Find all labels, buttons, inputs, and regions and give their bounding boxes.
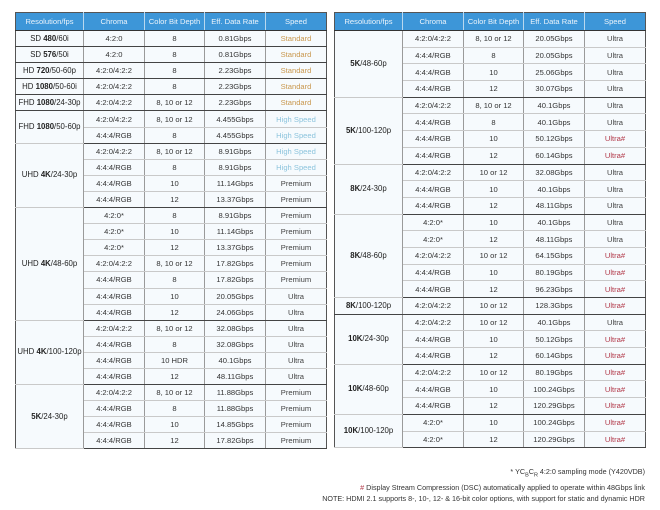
- resolution-cell: HD 720/50-60p: [16, 63, 84, 79]
- speed-cell: Premium: [266, 417, 327, 433]
- resolution-cell: SD 576/50i: [16, 47, 84, 63]
- speed-cell: High Speed: [266, 111, 327, 127]
- bit-depth-cell: 10: [464, 64, 524, 81]
- chroma-cell: 4:4:4/RGB: [403, 348, 464, 365]
- speed-cell: Premium: [266, 191, 327, 207]
- data-rate-cell: 17.82Gbps: [205, 256, 266, 272]
- resolution-cell: 8K/100-120p: [335, 298, 403, 315]
- table-row: [335, 414, 646, 431]
- chroma-cell: 4:4:4/RGB: [84, 417, 145, 433]
- chroma-cell: 4:4:4/RGB: [84, 288, 145, 304]
- data-rate-cell: 40.1Gbps: [524, 114, 585, 131]
- bit-depth-cell: 8: [145, 159, 205, 175]
- data-rate-cell: 25.06Gbps: [524, 64, 585, 81]
- bit-depth-cell: 10: [464, 331, 524, 348]
- chroma-cell: 4:2:0/4:2:2: [403, 164, 464, 181]
- data-rate-cell: 80.19Gbps: [524, 364, 585, 381]
- table-row: [16, 208, 327, 224]
- table-row: [16, 143, 327, 159]
- data-rate-cell: 40.1Gbps: [205, 352, 266, 368]
- speed-cell: Ultra: [585, 64, 646, 81]
- chroma-cell: 4:4:4/RGB: [84, 175, 145, 191]
- table-row: [16, 320, 327, 336]
- table-row: [16, 95, 327, 111]
- table-row: [335, 364, 646, 381]
- speed-cell: Ultra: [266, 288, 327, 304]
- chroma-cell: 4:2:0/4:2:2: [403, 298, 464, 315]
- table-row: [335, 298, 646, 315]
- header-speed: Speed: [585, 13, 646, 31]
- bit-depth-cell: 8: [145, 336, 205, 352]
- bit-depth-cell: 12: [464, 147, 524, 164]
- speed-cell: Ultra#: [585, 431, 646, 448]
- chroma-cell: 4:2:0/4:2:2: [84, 111, 145, 127]
- speed-cell: Ultra: [585, 197, 646, 214]
- bit-depth-cell: 10: [464, 414, 524, 431]
- chroma-cell: 4:4:4/RGB: [403, 281, 464, 298]
- data-rate-cell: 80.19Gbps: [524, 264, 585, 281]
- data-rate-cell: 60.14Gbps: [524, 348, 585, 365]
- table-row: [16, 111, 327, 127]
- bit-depth-cell: 12: [464, 197, 524, 214]
- data-rate-cell: 20.05Gbps: [205, 288, 266, 304]
- chroma-cell: 4:4:4/RGB: [84, 127, 145, 143]
- bit-depth-cell: 10: [464, 181, 524, 198]
- bit-depth-cell: 12: [145, 240, 205, 256]
- bit-depth-cell: 8: [145, 401, 205, 417]
- table-row: [16, 47, 327, 63]
- speed-cell: Standard: [266, 63, 327, 79]
- speed-cell: Premium: [266, 272, 327, 288]
- chroma-cell: 4:2:0/4:2:2: [403, 247, 464, 264]
- footnote-star: * $YC_BC_R$ 4:2:0 sampling mode (Y420VDB): [510, 467, 645, 479]
- bit-depth-cell: 10 or 12: [464, 247, 524, 264]
- speed-cell: Ultra#: [585, 414, 646, 431]
- bit-depth-cell: 8: [145, 79, 205, 95]
- data-rate-cell: 40.1Gbps: [524, 214, 585, 231]
- chroma-cell: 4:4:4/RGB: [84, 191, 145, 207]
- speed-cell: Ultra: [585, 214, 646, 231]
- data-rate-cell: 48.11Gbps: [205, 368, 266, 384]
- header-chroma: Chroma: [403, 13, 464, 31]
- bit-depth-cell: 12: [464, 81, 524, 98]
- bit-depth-cell: 10: [145, 288, 205, 304]
- bit-depth-cell: 8: [464, 47, 524, 64]
- data-rate-cell: 64.15Gbps: [524, 247, 585, 264]
- data-rate-cell: 4.455Gbps: [205, 111, 266, 127]
- speed-cell: Standard: [266, 79, 327, 95]
- bit-depth-cell: 12: [464, 231, 524, 248]
- speed-cell: Ultra#: [585, 147, 646, 164]
- bit-depth-cell: 8, 10 or 12: [145, 385, 205, 401]
- bit-depth-cell: 8, 10 or 12: [145, 256, 205, 272]
- hdmi-spec-table-left: [15, 12, 327, 449]
- resolution-cell: UHD 4K/100-120p: [16, 320, 84, 384]
- bit-depth-cell: 10: [145, 175, 205, 191]
- chroma-cell: 4:2:0/4:2:2: [403, 364, 464, 381]
- speed-cell: Ultra: [585, 97, 646, 114]
- footnote-note: NOTE: HDMI 2.1 supports 8-, 10-, 12- & 16-bit color options, with support for static and dynamic HDR: [322, 494, 645, 504]
- resolution-cell: SD 480/60i: [16, 31, 84, 47]
- speed-cell: Standard: [266, 31, 327, 47]
- data-rate-cell: 24.06Gbps: [205, 304, 266, 320]
- bit-depth-cell: 10: [464, 214, 524, 231]
- data-rate-cell: 32.08Gbps: [524, 164, 585, 181]
- speed-cell: Ultra: [266, 368, 327, 384]
- header-data-rate: Eff. Data Rate: [524, 13, 585, 31]
- header-bit-depth: Color Bit Depth: [464, 13, 524, 31]
- data-rate-cell: 13.37Gbps: [205, 191, 266, 207]
- speed-cell: Premium: [266, 401, 327, 417]
- speed-cell: Ultra#: [585, 398, 646, 415]
- chroma-cell: 4:2:0*: [403, 414, 464, 431]
- bit-depth-cell: 10: [464, 264, 524, 281]
- chroma-cell: 4:2:0*: [84, 224, 145, 240]
- chroma-cell: 4:4:4/RGB: [403, 264, 464, 281]
- chroma-cell: 4:2:0/4:2:2: [403, 31, 464, 48]
- bit-depth-cell: 12: [464, 431, 524, 448]
- data-rate-cell: 20.05Gbps: [524, 31, 585, 48]
- chroma-cell: 4:2:0/4:2:2: [84, 95, 145, 111]
- chroma-cell: 4:4:4/RGB: [403, 331, 464, 348]
- bit-depth-cell: 10: [464, 381, 524, 398]
- data-rate-cell: 14.85Gbps: [205, 417, 266, 433]
- bit-depth-cell: 8, 10 or 12: [145, 320, 205, 336]
- data-rate-cell: 17.82Gbps: [205, 272, 266, 288]
- chroma-cell: 4:2:0/4:2:2: [84, 143, 145, 159]
- data-rate-cell: 30.07Gbps: [524, 81, 585, 98]
- bit-depth-cell: 12: [145, 433, 205, 449]
- chroma-cell: 4:4:4/RGB: [403, 381, 464, 398]
- bit-depth-cell: 10: [464, 131, 524, 148]
- speed-cell: High Speed: [266, 159, 327, 175]
- bit-depth-cell: 8: [145, 31, 205, 47]
- chroma-cell: 4:4:4/RGB: [84, 401, 145, 417]
- table-header-row: [335, 13, 646, 31]
- resolution-cell: 5K/24-30p: [16, 385, 84, 449]
- speed-cell: Standard: [266, 47, 327, 63]
- table-row: [16, 63, 327, 79]
- speed-cell: High Speed: [266, 127, 327, 143]
- data-rate-cell: 2.23Gbps: [205, 63, 266, 79]
- chroma-cell: 4:2:0/4:2:2: [403, 97, 464, 114]
- bit-depth-cell: 8, 10 or 12: [464, 97, 524, 114]
- bit-depth-cell: 8: [145, 63, 205, 79]
- speed-cell: Ultra: [585, 81, 646, 98]
- bit-depth-cell: 12: [145, 191, 205, 207]
- data-rate-cell: 8.91Gbps: [205, 143, 266, 159]
- bit-depth-cell: 8: [145, 208, 205, 224]
- table-row: [335, 214, 646, 231]
- bit-depth-cell: 8, 10 or 12: [464, 31, 524, 48]
- resolution-cell: 10K/48-60p: [335, 364, 403, 414]
- table-row: [16, 79, 327, 95]
- chroma-cell: 4:2:0: [84, 31, 145, 47]
- chroma-cell: 4:4:4/RGB: [403, 64, 464, 81]
- chroma-cell: 4:4:4/RGB: [403, 81, 464, 98]
- bit-depth-cell: 8: [145, 47, 205, 63]
- chroma-cell: 4:2:0*: [84, 208, 145, 224]
- right-table-body: [335, 31, 646, 448]
- data-rate-cell: 8.91Gbps: [205, 208, 266, 224]
- data-rate-cell: 40.1Gbps: [524, 97, 585, 114]
- speed-cell: Ultra: [585, 47, 646, 64]
- data-rate-cell: 0.81Gbps: [205, 31, 266, 47]
- resolution-cell: FHD 1080/24-30p: [16, 95, 84, 111]
- resolution-cell: 8K/24-30p: [335, 164, 403, 214]
- data-rate-cell: 11.14Gbps: [205, 224, 266, 240]
- data-rate-cell: 20.05Gbps: [524, 47, 585, 64]
- table-header-row: [16, 13, 327, 31]
- data-rate-cell: 40.1Gbps: [524, 181, 585, 198]
- speed-cell: Premium: [266, 433, 327, 449]
- chroma-cell: 4:2:0/4:2:2: [84, 385, 145, 401]
- data-rate-cell: 32.08Gbps: [205, 336, 266, 352]
- header-data-rate: Eff. Data Rate: [205, 13, 266, 31]
- chroma-cell: 4:4:4/RGB: [84, 352, 145, 368]
- bit-depth-cell: 8: [145, 127, 205, 143]
- bit-depth-cell: 10 or 12: [464, 164, 524, 181]
- resolution-cell: 8K/48-60p: [335, 214, 403, 297]
- bit-depth-cell: 10 or 12: [464, 364, 524, 381]
- hash-mark: #: [360, 482, 365, 492]
- data-rate-cell: 8.91Gbps: [205, 159, 266, 175]
- speed-cell: Ultra: [266, 352, 327, 368]
- data-rate-cell: 17.82Gbps: [205, 433, 266, 449]
- bit-depth-cell: 8: [145, 272, 205, 288]
- chroma-cell: 4:4:4/RGB: [403, 47, 464, 64]
- data-rate-cell: 100.24Gbps: [524, 381, 585, 398]
- chroma-cell: 4:2:0/4:2:2: [84, 320, 145, 336]
- footnotes: [322, 466, 645, 505]
- chroma-cell: 4:4:4/RGB: [403, 147, 464, 164]
- bit-depth-cell: 12: [464, 398, 524, 415]
- data-rate-cell: 48.11Gbps: [524, 197, 585, 214]
- resolution-cell: 5K/100-120p: [335, 97, 403, 164]
- table-row: [16, 385, 327, 401]
- chroma-cell: 4:2:0/4:2:2: [84, 79, 145, 95]
- data-rate-cell: 60.14Gbps: [524, 147, 585, 164]
- bit-depth-cell: 8: [464, 114, 524, 131]
- chroma-cell: 4:4:4/RGB: [84, 433, 145, 449]
- chroma-cell: 4:4:4/RGB: [403, 181, 464, 198]
- table-row: [335, 31, 646, 48]
- data-rate-cell: 11.14Gbps: [205, 175, 266, 191]
- chroma-cell: 4:4:4/RGB: [403, 131, 464, 148]
- chroma-cell: 4:2:0: [84, 47, 145, 63]
- data-rate-cell: 96.23Gbps: [524, 281, 585, 298]
- speed-cell: Ultra: [266, 320, 327, 336]
- bit-depth-cell: 8, 10 or 12: [145, 95, 205, 111]
- chroma-cell: 4:4:4/RGB: [84, 368, 145, 384]
- speed-cell: Premium: [266, 175, 327, 191]
- chroma-cell: 4:2:0*: [84, 240, 145, 256]
- chroma-cell: 4:2:0/4:2:2: [84, 63, 145, 79]
- bit-depth-cell: 10 or 12: [464, 314, 524, 331]
- data-rate-cell: 11.88Gbps: [205, 401, 266, 417]
- data-rate-cell: 40.1Gbps: [524, 314, 585, 331]
- chroma-cell: 4:4:4/RGB: [403, 398, 464, 415]
- speed-cell: Ultra#: [585, 131, 646, 148]
- table-row: [16, 31, 327, 47]
- chroma-cell: 4:2:0*: [403, 231, 464, 248]
- table-row: [335, 97, 646, 114]
- data-rate-cell: 11.88Gbps: [205, 385, 266, 401]
- data-rate-cell: 50.12Gbps: [524, 131, 585, 148]
- data-rate-cell: 2.23Gbps: [205, 79, 266, 95]
- speed-cell: Ultra#: [585, 364, 646, 381]
- header-chroma: Chroma: [84, 13, 145, 31]
- bit-depth-cell: 8, 10 or 12: [145, 143, 205, 159]
- bit-depth-cell: 10 or 12: [464, 298, 524, 315]
- speed-cell: Ultra: [585, 314, 646, 331]
- speed-cell: Ultra: [266, 336, 327, 352]
- bit-depth-cell: 10 HDR: [145, 352, 205, 368]
- data-rate-cell: 13.37Gbps: [205, 240, 266, 256]
- resolution-cell: 10K/24-30p: [335, 314, 403, 364]
- chroma-cell: 4:2:0*: [403, 431, 464, 448]
- speed-cell: High Speed: [266, 143, 327, 159]
- bit-depth-cell: 12: [464, 281, 524, 298]
- data-rate-cell: 120.29Gbps: [524, 431, 585, 448]
- resolution-cell: UHD 4K/24-30p: [16, 143, 84, 207]
- chroma-cell: 4:4:4/RGB: [84, 272, 145, 288]
- speed-cell: Premium: [266, 385, 327, 401]
- data-rate-cell: 0.81Gbps: [205, 47, 266, 63]
- speed-cell: Premium: [266, 224, 327, 240]
- chroma-cell: 4:4:4/RGB: [84, 336, 145, 352]
- resolution-cell: FHD 1080/50-60p: [16, 111, 84, 143]
- speed-cell: Ultra: [585, 231, 646, 248]
- speed-cell: Ultra#: [585, 331, 646, 348]
- data-rate-cell: 128.3Gbps: [524, 298, 585, 315]
- header-speed: Speed: [266, 13, 327, 31]
- speed-cell: Ultra#: [585, 348, 646, 365]
- table-row: [335, 164, 646, 181]
- bit-depth-cell: 10: [145, 417, 205, 433]
- bit-depth-cell: 12: [145, 368, 205, 384]
- data-rate-cell: 50.12Gbps: [524, 331, 585, 348]
- resolution-cell: HD 1080/50-60i: [16, 79, 84, 95]
- speed-cell: Premium: [266, 208, 327, 224]
- data-rate-cell: 48.11Gbps: [524, 231, 585, 248]
- speed-cell: Standard: [266, 95, 327, 111]
- table-row: [335, 314, 646, 331]
- chroma-cell: 4:2:0/4:2:2: [84, 256, 145, 272]
- chroma-cell: 4:2:0/4:2:2: [403, 314, 464, 331]
- chroma-cell: 4:4:4/RGB: [84, 304, 145, 320]
- chroma-cell: 4:2:0*: [403, 214, 464, 231]
- bit-depth-cell: 12: [145, 304, 205, 320]
- speed-cell: Ultra#: [585, 247, 646, 264]
- hdmi-spec-table-right: [334, 12, 646, 448]
- footnote-hash: # Display Stream Compression (DSC) automatically applied to operate within 48Gbps link: [360, 482, 645, 492]
- header-bit-depth: Color Bit Depth: [145, 13, 205, 31]
- chroma-cell: 4:4:4/RGB: [403, 114, 464, 131]
- data-rate-cell: 2.23Gbps: [205, 95, 266, 111]
- left-table-body: [16, 31, 327, 449]
- speed-cell: Ultra: [266, 304, 327, 320]
- bit-depth-cell: 12: [464, 348, 524, 365]
- speed-cell: Premium: [266, 256, 327, 272]
- resolution-cell: 5K/48-60p: [335, 31, 403, 98]
- speed-cell: Ultra#: [585, 381, 646, 398]
- header-resolution: Resolution/fps: [335, 13, 403, 31]
- bit-depth-cell: 8, 10 or 12: [145, 111, 205, 127]
- bit-depth-cell: 10: [145, 224, 205, 240]
- speed-cell: Ultra: [585, 114, 646, 131]
- chroma-cell: 4:4:4/RGB: [84, 159, 145, 175]
- resolution-cell: 10K/100-120p: [335, 414, 403, 447]
- speed-cell: Ultra#: [585, 264, 646, 281]
- speed-cell: Ultra#: [585, 298, 646, 315]
- chroma-cell: 4:4:4/RGB: [403, 197, 464, 214]
- resolution-cell: UHD 4K/48-60p: [16, 208, 84, 321]
- data-rate-cell: 32.08Gbps: [205, 320, 266, 336]
- speed-cell: Premium: [266, 240, 327, 256]
- data-rate-cell: 120.29Gbps: [524, 398, 585, 415]
- speed-cell: Ultra: [585, 181, 646, 198]
- header-resolution: Resolution/fps: [16, 13, 84, 31]
- data-rate-cell: 100.24Gbps: [524, 414, 585, 431]
- speed-cell: Ultra#: [585, 281, 646, 298]
- data-rate-cell: 4.455Gbps: [205, 127, 266, 143]
- speed-cell: Ultra: [585, 31, 646, 48]
- speed-cell: Ultra: [585, 164, 646, 181]
